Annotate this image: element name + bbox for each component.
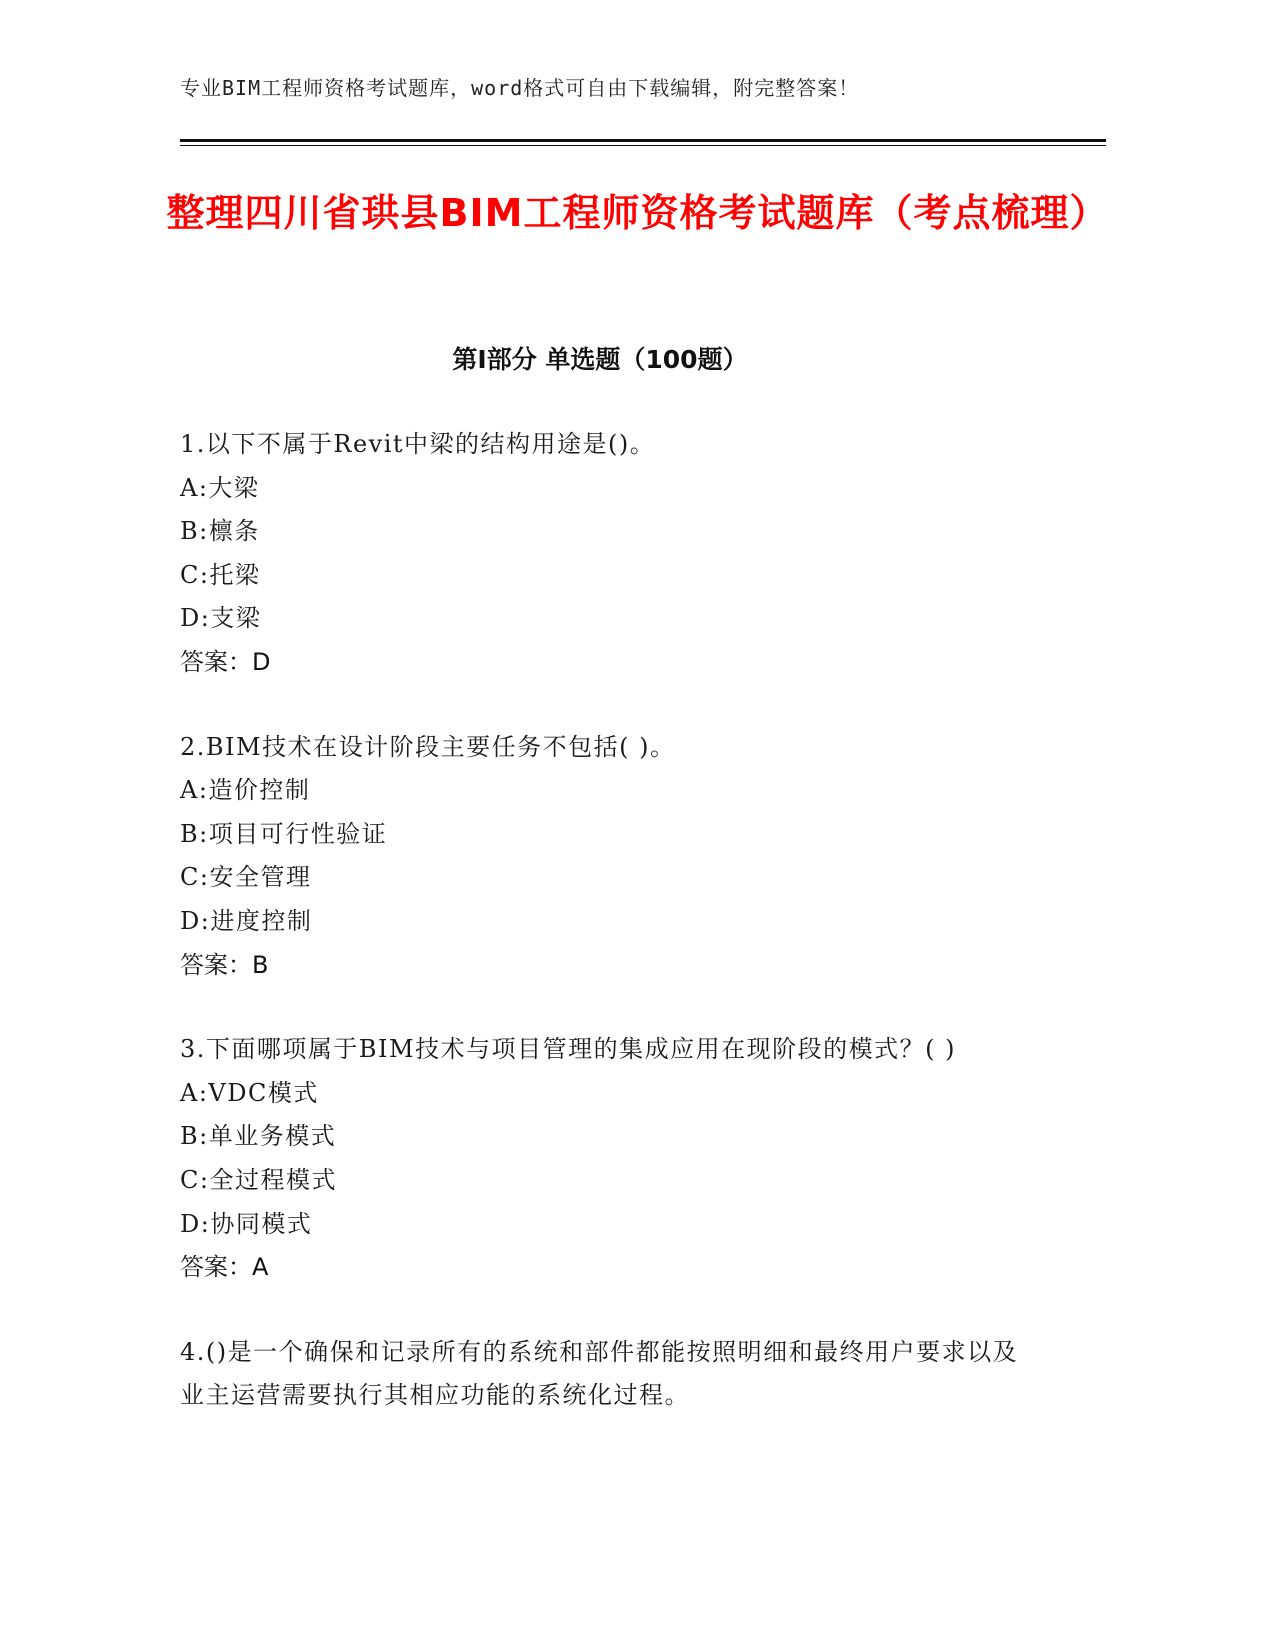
answer: 答案：D — [180, 647, 271, 676]
question-stem: 1.以下不属于Revit中梁的结构用途是()。 — [180, 430, 656, 458]
question-stem: 3.下面哪项属于BIM技术与项目管理的集成应用在现阶段的模式？( ) — [180, 1035, 956, 1064]
answer: 答案：B — [180, 950, 269, 979]
option-a: A:大梁 — [180, 473, 260, 502]
option-a: A:造价控制 — [180, 776, 311, 805]
question-list — [180, 423, 1040, 1459]
option-b: B:项目可行性验证 — [180, 819, 388, 848]
option-d: D:支梁 — [180, 604, 262, 633]
option-d: D:协同模式 — [180, 1209, 313, 1238]
answer: 答案：A — [180, 1253, 269, 1282]
option-a: A:VDC模式 — [180, 1078, 319, 1107]
question-4 — [180, 1331, 1040, 1418]
option-c: C:托梁 — [180, 560, 261, 589]
question-3 — [180, 1028, 1040, 1290]
header-rule-thick — [180, 139, 1106, 142]
question-1 — [180, 423, 1040, 685]
question-stem: 4.()是一个确保和记录所有的系统和部件都能按照明细和最终用户要求以及业主运营需要执行其相应功能的系统化过程。 — [180, 1337, 1019, 1410]
header-rule-thin — [180, 145, 1106, 146]
question-2 — [180, 726, 1040, 988]
header-note: 专业BIM工程师资格考试题库，word格式可自由下载编辑，附完整答案！ — [180, 76, 860, 100]
document-title: 整理四川省珙县BIM工程师资格考试题库（考点梳理） — [166, 191, 1109, 235]
option-c: C:全过程模式 — [180, 1165, 337, 1194]
option-c: C:安全管理 — [180, 863, 312, 892]
section-title: 第I部分 单选题（100题） — [452, 345, 748, 374]
option-d: D:进度控制 — [180, 906, 313, 935]
option-b: B:檩条 — [180, 517, 260, 546]
question-stem: 2.BIM技术在设计阶段主要任务不包括( )。 — [180, 732, 676, 761]
option-b: B:单业务模式 — [180, 1122, 337, 1151]
